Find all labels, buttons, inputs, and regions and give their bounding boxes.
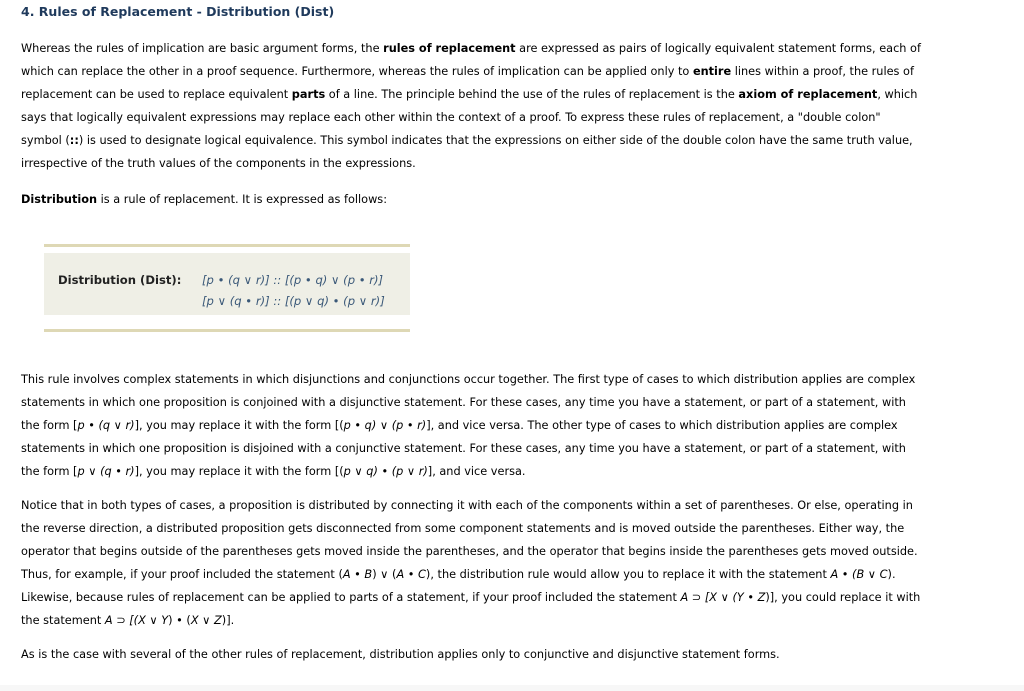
notice-text-3: ), the distribution rule would allow you to replace it with the statement bbox=[425, 568, 831, 581]
notice-text-7: )]. bbox=[221, 614, 235, 627]
term-axiom-of-replacement: axiom of replacement bbox=[738, 88, 878, 101]
intro-text-6: ) is used to designate logical equivalence. This symbol indicates that the expressions on either side of the double colon have the same truth value, irrespective of the truth values of the components in the expressions. bbox=[21, 134, 913, 170]
rule-formula-2: [p ∨ (q • r)] :: [(p ∨ q) • (p ∨ r)] bbox=[202, 294, 385, 308]
rule-box-top-divider bbox=[44, 244, 410, 247]
term-rules-of-replacement: rules of replacement bbox=[383, 42, 516, 55]
formula-inline-1: p • (q ∨ r) bbox=[77, 419, 135, 432]
notice-text-1: Notice that in both types of cases, a proposition is distributed by connecting it with each of the components within a set of parentheses. Or else, operating in the reverse direction, a distributed proposition gets disconnected from some component statements and is moved outside the parentheses. Either way, the operator that begins outside of the parentheses gets moved inside the parentheses, and the operator that begins inside the parentheses gets moved outside. Thus, for example, if your proof included the statement ( bbox=[21, 499, 918, 581]
example-inline-6: X ∨ Z bbox=[190, 614, 222, 627]
rule-intro-text: is a rule of replacement. It is expressed as follows: bbox=[97, 193, 387, 206]
formula-inline-4: p ∨ q) • (p ∨ r) bbox=[343, 465, 428, 478]
notice-text-6: ) • ( bbox=[168, 614, 191, 627]
explanation-text-1: This rule involves complex statements in which disjunctions and conjunctions occur together. The first type of cases to which distribution applies are complex statements in which one proposition is conjoined with a disjunctive statement. For these cases, any time you have a statement, or part of a statement, with the form [ bbox=[21, 373, 916, 432]
rule-label: Distribution (Dist): bbox=[58, 273, 182, 287]
closing-paragraph: As is the case with several of the other rules of replacement, distribution applies only to conjunctive and disjunctive statement forms. bbox=[21, 648, 780, 661]
intro-text-5: , which says that logically equivalent expressions may replace each other within the context of a proof. To express these rules of replacement, a "double colon" symbol ( bbox=[21, 88, 918, 147]
intro-text-2: are expressed as pairs of logically equivalent statement forms, each of which can replace the other in a proof sequence. Furthermore, whereas the rules of implication can be applied only to bbox=[21, 42, 921, 78]
term-parts: parts bbox=[291, 88, 326, 101]
explanation-text-4: ], you may replace it with the form [( bbox=[134, 465, 344, 478]
notice-paragraph bbox=[21, 494, 921, 632]
rule-definition-box bbox=[44, 244, 410, 333]
example-inline-5: A ⊃ [(X ∨ Y bbox=[104, 614, 169, 627]
notice-text-4: ). Likewise, because rules of replacement can be applied to parts of a statement, if your proof included the statement bbox=[21, 568, 896, 604]
intro-text-3: lines within a proof, the rules of replacement can be used to replace equivalent bbox=[21, 65, 914, 101]
rule-box-panel bbox=[44, 253, 410, 315]
double-colon-symbol: :: bbox=[69, 134, 79, 147]
explanation-text-2: ], you may replace it with the form [( bbox=[134, 419, 344, 432]
example-inline-4: A ⊃ [X ∨ (Y • Z bbox=[680, 591, 766, 604]
term-entire: entire bbox=[692, 65, 732, 78]
footer-band bbox=[0, 685, 1024, 691]
intro-paragraph bbox=[21, 37, 921, 175]
example-inline-2: A • C bbox=[396, 568, 426, 581]
example-inline-1: A • B bbox=[342, 568, 373, 581]
term-distribution: Distribution bbox=[21, 193, 98, 206]
formula-inline-2: p • q) ∨ (p • r) bbox=[343, 419, 427, 432]
rule-box-bottom-divider bbox=[44, 329, 410, 332]
explanation-paragraph bbox=[21, 368, 921, 483]
intro-text-1: Whereas the rules of implication are basic argument forms, the bbox=[21, 42, 384, 55]
formula-inline-3: p ∨ (q • r) bbox=[77, 465, 135, 478]
rule-formula-1: [p • (q ∨ r)] :: [(p • q) ∨ (p • r)] bbox=[202, 273, 384, 287]
explanation-text-5: ], and vice versa. bbox=[427, 465, 526, 478]
notice-text-2: ) ∨ ( bbox=[372, 568, 397, 581]
example-inline-3: A • (B ∨ C bbox=[830, 568, 888, 581]
page-title: 4. Rules of Replacement - Distribution (Dist) bbox=[21, 4, 335, 19]
explanation-text-3: ], and vice versa. The other type of cases to which distribution applies are complex statements in which one proposition is disjoined with a conjunctive statement. For these cases, any time you have a statement, or part of a statement, with the form [ bbox=[21, 419, 906, 478]
intro-text-4: of a line. The principle behind the use of the rules of replacement is the bbox=[325, 88, 739, 101]
rule-intro-paragraph bbox=[21, 188, 921, 211]
notice-text-5: )], you could replace it with the statement bbox=[21, 591, 921, 627]
